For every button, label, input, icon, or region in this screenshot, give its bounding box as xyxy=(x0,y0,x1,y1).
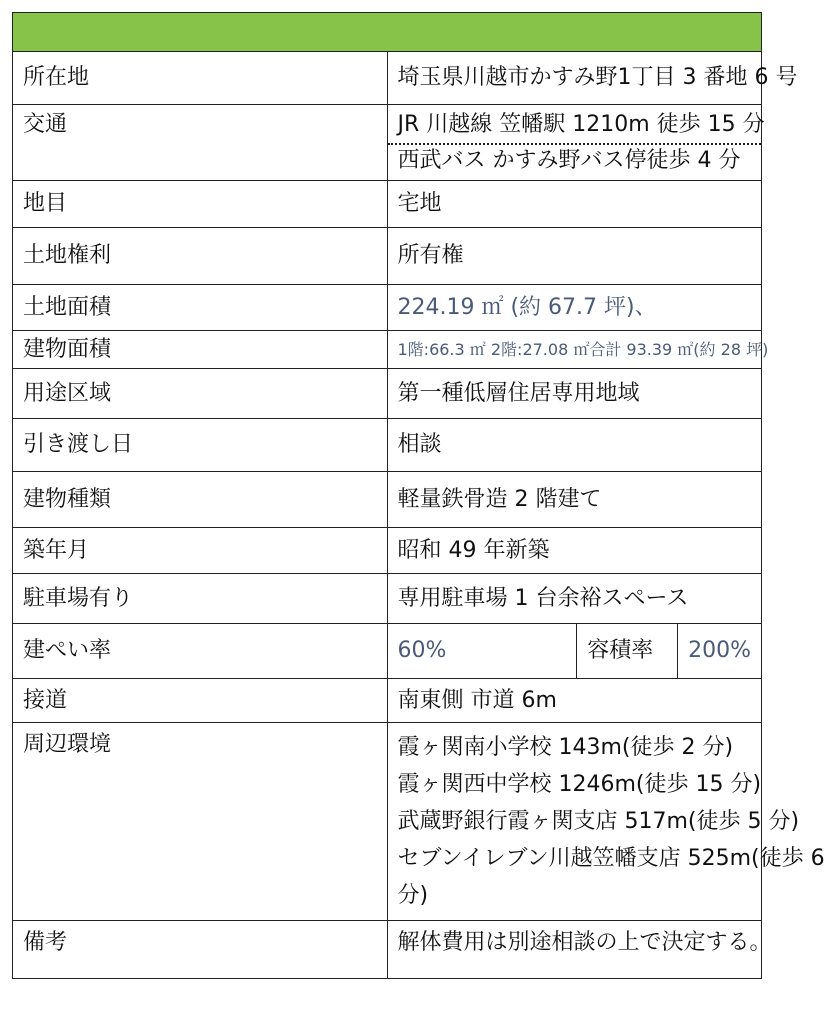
value-coverage-ratio: 60% xyxy=(388,624,578,678)
row-land-area xyxy=(13,285,762,331)
row-built-date xyxy=(13,528,762,574)
table-header-bar xyxy=(13,13,762,52)
transport-line-1: JR 川越線 笠幡駅 1210m 徒歩 15 分 xyxy=(388,109,762,145)
value-handover-date: 相談 xyxy=(387,419,762,472)
label-land-category: 地目 xyxy=(13,181,388,228)
value-land-category: 宅地 xyxy=(387,181,762,228)
row-building-type xyxy=(13,472,762,528)
property-info-sheet xyxy=(12,12,825,979)
label-floor-area-ratio: 容積率 xyxy=(577,624,678,678)
value-building-type: 軽量鉄骨造 2 階建て xyxy=(387,472,762,528)
surroundings-line-3: 武蔵野銀行霞ヶ関支店 517m(徒歩 5 分) xyxy=(397,809,800,834)
value-building-area: 1階:66.3 ㎡ 2階:27.08 ㎡合計 93.39 ㎡(約 28 坪) xyxy=(387,331,762,369)
value-remarks: 解体費用は別途相談の上で決定する。 xyxy=(387,921,762,979)
label-building-area: 建物面積 xyxy=(13,331,388,369)
row-land-category xyxy=(13,181,762,228)
row-zoning xyxy=(13,369,762,419)
label-building-type: 建物種類 xyxy=(13,472,388,528)
property-table xyxy=(12,12,825,979)
value-land-area: 224.19 ㎡ (約 67.7 坪)、 xyxy=(387,285,762,331)
label-coverage-ratio: 建ぺい率 xyxy=(13,624,388,679)
label-zoning: 用途区域 xyxy=(13,369,388,419)
row-coverage-ratio xyxy=(13,624,762,679)
row-location xyxy=(13,52,762,105)
value-parking: 専用駐車場 1 台余裕スペース xyxy=(387,574,762,624)
value-zoning: 第一種低層住居専用地域 xyxy=(387,369,762,419)
row-road-access xyxy=(13,679,762,723)
value-floor-area-ratio: 200% xyxy=(688,638,751,663)
row-parking xyxy=(13,574,762,624)
surroundings-line-1: 霞ヶ関南小学校 143m(徒歩 2 分) xyxy=(397,735,734,760)
label-land-rights: 土地権利 xyxy=(13,228,388,285)
row-remarks xyxy=(13,921,762,979)
value-road-access: 南東側 市道 6m xyxy=(387,679,762,723)
surroundings-line-5: 分) xyxy=(397,883,429,908)
surroundings-line-2: 霞ヶ関西中学校 1246m(徒歩 15 分) xyxy=(397,772,762,797)
row-building-area xyxy=(13,331,762,369)
row-surroundings xyxy=(13,723,762,921)
label-transport: 交通 xyxy=(13,105,388,181)
surroundings-line-4: セブンイレブン川越笠幡支店 525m(徒歩 6 xyxy=(397,846,825,871)
row-land-rights xyxy=(13,228,762,285)
label-location: 所在地 xyxy=(13,52,388,105)
value-built-date: 昭和 49 年新築 xyxy=(387,528,762,574)
label-road-access: 接道 xyxy=(13,679,388,723)
value-land-rights: 所有権 xyxy=(387,228,762,285)
label-handover-date: 引き渡し日 xyxy=(13,419,388,472)
label-land-area: 土地面積 xyxy=(13,285,388,331)
label-surroundings: 周辺環境 xyxy=(13,723,388,921)
row-handover-date xyxy=(13,419,762,472)
label-parking: 駐車場有り xyxy=(13,574,388,624)
label-built-date: 築年月 xyxy=(13,528,388,574)
row-transport xyxy=(13,105,762,181)
transport-line-2: 西武バス かすみ野バス停徒歩 4 分 xyxy=(397,148,741,173)
value-location: 埼玉県川越市かすみ野1丁目 3 番地 6 号 xyxy=(387,52,762,105)
label-remarks: 備考 xyxy=(13,921,388,979)
